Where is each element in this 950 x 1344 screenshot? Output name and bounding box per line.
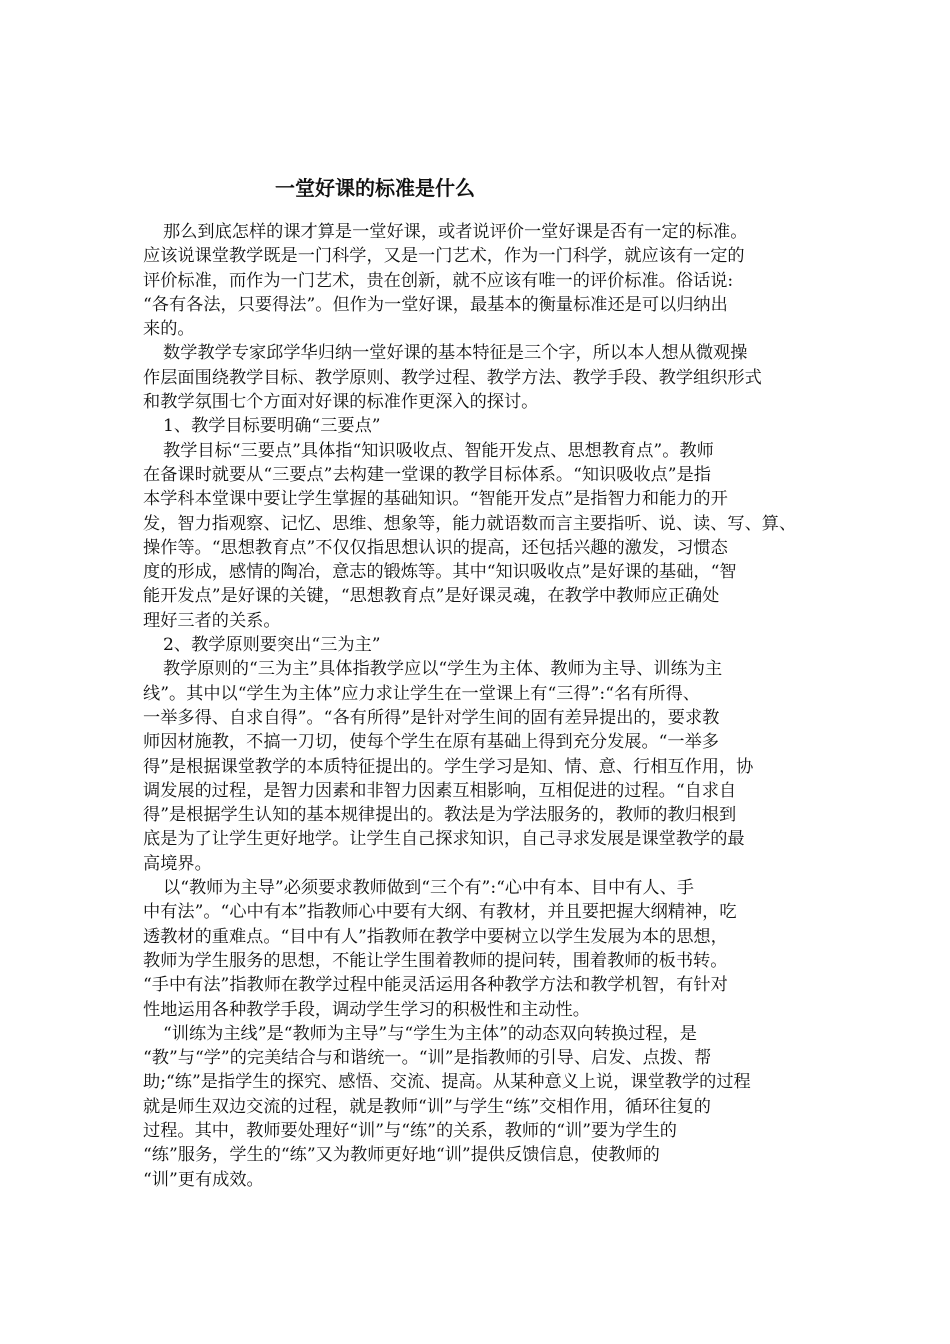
text-line: 理好三者的关系。: [143, 610, 281, 631]
text-line: 在备课时就要从“三要点”去构建一堂课的教学目标体系。“知识吸收点”是指: [143, 464, 711, 485]
text-line: 线”。其中以“学生为主体”应力求让学生在一堂课上有“三得”:“名有所得、: [143, 683, 700, 704]
text-line: “训”更有成效。: [143, 1169, 264, 1190]
text-line: 操作等。“思想教育点”不仅仅指思想认识的提高，还包括兴趣的激发，习惯态: [143, 537, 728, 558]
text-line: 高境界。: [143, 853, 212, 874]
text-line: 得”是根据学生认知的基本规律提出的。教法是为学法服务的，教师的教归根到: [143, 805, 737, 826]
text-line: 来的。: [143, 319, 195, 340]
text-line: 过程。其中，教师要处理好“训”与“练”的关系，教师的“训”要为学生的: [143, 1120, 677, 1141]
text-line: 透教材的重难点。“目中有人”指教师在教学中要树立以学生发展为本的思想，: [143, 926, 728, 947]
text-line: 本学科本堂课中要让学生掌握的基础知识。“智能开发点”是指智力和能力的开: [143, 489, 728, 510]
text-line: 得”是根据课堂教学的本质特征提出的。学生学习是知、情、意、行相互作用，协: [143, 756, 754, 777]
text-line: 就是师生双边交流的过程，就是教师“训”与学生“练”交相作用，循环往复的: [143, 1096, 711, 1117]
text-line: 助;“练”是指学生的探究、感悟、交流、提高。从某种意义上说，课堂教学的过程: [143, 1072, 751, 1093]
text-line: 教师为学生服务的思想，不能让学生围着教师的提问转，围着教师的板书转。: [143, 950, 728, 971]
text-line: “各有各法，只要得法”。但作为一堂好课，最基本的衡量标准还是可以归纳出: [143, 294, 728, 315]
text-line: 性地运用各种教学手段，调动学生学习的积极性和主动性。: [143, 999, 590, 1020]
text-line: 中有法”。“心中有本”指教师心中要有大纲、有教材，并且要把握大纲精神，吃: [143, 902, 737, 923]
text-line: 调发展的过程，是智力因素和非智力因素互相影响，互相促进的过程。“自求自: [143, 780, 737, 801]
section-heading: 1、教学目标要明确“三要点”: [163, 416, 381, 437]
text-line: “练”服务，学生的“练”又为教师更好地“训”提供反馈信息，使教师的: [143, 1145, 660, 1166]
text-line: 发，智力指观察、记忆、思维、想象等，能力就语数而言主要指听、说、读、写、算、: [143, 513, 797, 534]
section-heading: 2、教学原则要突出“三为主”: [163, 635, 381, 656]
text-line: 数学教学专家邱学华归纳一堂好课的基本特征是三个字，所以本人想从微观操: [163, 343, 748, 364]
text-line: 师因材施教，不搞一刀切，使每个学生在原有基础上得到充分发展。“一举多: [143, 732, 719, 753]
text-line: 评价标准，而作为一门艺术，贵在创新，就不应该有唯一的评价标准。俗话说:: [143, 270, 734, 291]
text-line: 教学原则的“三为主”具体指教学应以“学生为主体、教师为主导、训练为主: [163, 659, 723, 680]
text-line: “训练为主线”是“教师为主导”与“学生为主体”的动态双向转换过程，是: [163, 1023, 697, 1044]
text-line: 度的形成，感情的陶冶，意志的锻炼等。其中“知识吸收点”是好课的基础，“智: [143, 562, 737, 583]
text-line: 教学目标“三要点”具体指“知识吸收点、智能开发点、思想教育点”。教师: [163, 440, 714, 461]
page-title: 一堂好课的标准是什么: [275, 176, 475, 200]
text-line: “教”与“学”的完美结合与和谐统一。“训”是指教师的引导、启发、点拨、帮: [143, 1048, 712, 1069]
text-line: “手中有法”指教师在教学过程中能灵活运用各种教学方法和教学机智，有针对: [143, 975, 728, 996]
text-line: 应该说课堂教学既是一门科学，又是一门艺术，作为一门科学，就应该有一定的: [143, 246, 745, 267]
text-line: 和教学氛围七个方面对好课的标准作更深入的探讨。: [143, 392, 539, 413]
text-line: 能开发点”是好课的关键，“思想教育点”是好课灵魂，在教学中教师应正确处: [143, 586, 720, 607]
text-line: 那么到底怎样的课才算是一堂好课，或者说评价一堂好课是否有一定的标准。: [163, 222, 748, 242]
document-body: [143, 220, 813, 1192]
text-line: 底是为了让学生更好地学。让学生自己探求知识，自己寻求发展是课堂教学的最: [143, 829, 745, 850]
text-line: 一举多得、自求自得”。“各有所得”是针对学生间的固有差异提出的，要求教: [143, 707, 720, 728]
text-line: 作层面围绕教学目标、教学原则、教学过程、教学方法、教学手段、教学组织形式: [143, 367, 762, 388]
text-line: 以“教师为主导”必须要求教师做到“三个有”:“心中有本、目中有人、手: [163, 878, 694, 899]
